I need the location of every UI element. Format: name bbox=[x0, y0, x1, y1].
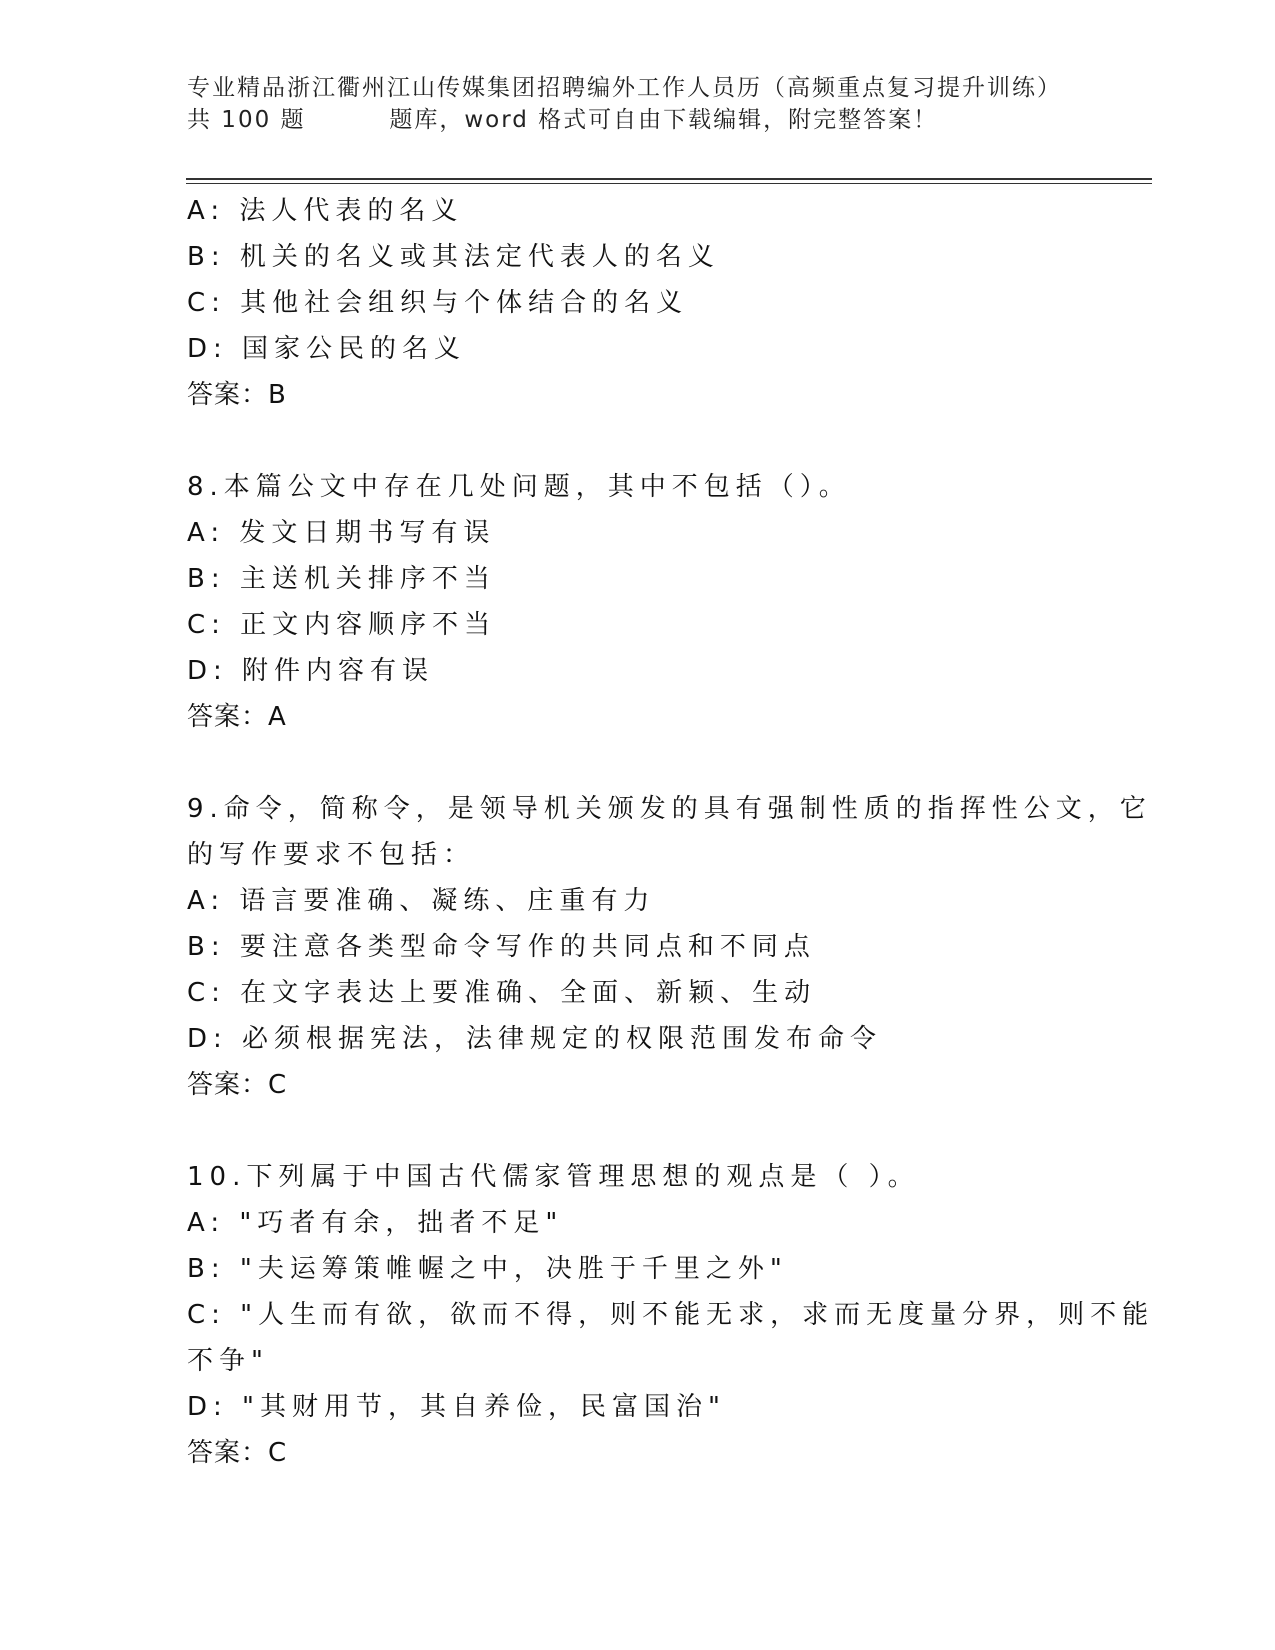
spacer bbox=[187, 1108, 1067, 1154]
spacer bbox=[187, 418, 1067, 464]
question-stem-line-2: 的写作要求不包括： bbox=[187, 840, 476, 870]
option-d: D: 附件内容有误 bbox=[187, 656, 435, 686]
option-c: C: 正文内容顺序不当 bbox=[187, 610, 497, 640]
option-b: B: 机关的名义或其法定代表人的名义 bbox=[187, 242, 720, 272]
option-d: D: "其财用节，其自养俭，民富国治" bbox=[187, 1392, 726, 1422]
option-c-line-2: 不争" bbox=[187, 1346, 269, 1376]
question-stem: 8.本篇公文中存在几处问题，其中不包括（）。 bbox=[187, 472, 851, 502]
option-b: B: 要注意各类型命令写作的共同点和不同点 bbox=[187, 932, 816, 962]
option-c: C: 其他社会组织与个体结合的名义 bbox=[187, 288, 689, 318]
option-c: C: 在文字表达上要准确、全面、新颖、生动 bbox=[187, 978, 817, 1008]
question-8 bbox=[187, 464, 1067, 740]
option-d: D: 必须根据宪法，法律规定的权限范围发布命令 bbox=[187, 1024, 883, 1054]
answer-line: 答案：B bbox=[187, 380, 287, 410]
option-a: A: 法人代表的名义 bbox=[187, 196, 464, 226]
question-list bbox=[187, 188, 1155, 1476]
answer-line: 答案：C bbox=[187, 1070, 288, 1100]
question-10 bbox=[187, 1154, 1155, 1476]
option-d: D: 国家公民的名义 bbox=[187, 334, 467, 364]
header-rule-thin bbox=[186, 183, 1152, 184]
option-a: A: 语言要准确、凝练、庄重有力 bbox=[187, 886, 656, 916]
question-stem: 10.下列属于中国古代儒家管理思想的观点是（ ）。 bbox=[187, 1162, 920, 1192]
spacer bbox=[187, 740, 1067, 786]
question-9 bbox=[187, 786, 1152, 1108]
answer-line: 答案：A bbox=[187, 702, 287, 732]
header-title-line: 专业精品浙江衢州江山传媒集团招聘编外工作人员历（高频重点复习提升训练） bbox=[187, 75, 1062, 101]
question-7-continued bbox=[187, 188, 1067, 418]
document-header bbox=[187, 72, 1147, 136]
question-stem-line-1: 9.命令，简称令，是领导机关颁发的具有强制性质的指挥性公文，它 bbox=[187, 794, 1152, 824]
option-c-line-1: C: "人生而有欲，欲而不得，则不能无求，求而无度量分界，则不能 bbox=[187, 1300, 1155, 1330]
option-a: A: "巧者有余，拙者不足" bbox=[187, 1208, 564, 1238]
option-a: A: 发文日期书写有误 bbox=[187, 518, 496, 548]
option-b: B: "夫运筹策帷幄之中，决胜于千里之外" bbox=[187, 1254, 788, 1284]
answer-line: 答案：C bbox=[187, 1438, 288, 1468]
header-subtitle-line: 共 100 题 题库，word 格式可自由下载编辑，附完整答案！ bbox=[187, 107, 939, 133]
header-rule-thick bbox=[186, 178, 1152, 180]
option-b: B: 主送机关排序不当 bbox=[187, 564, 496, 594]
